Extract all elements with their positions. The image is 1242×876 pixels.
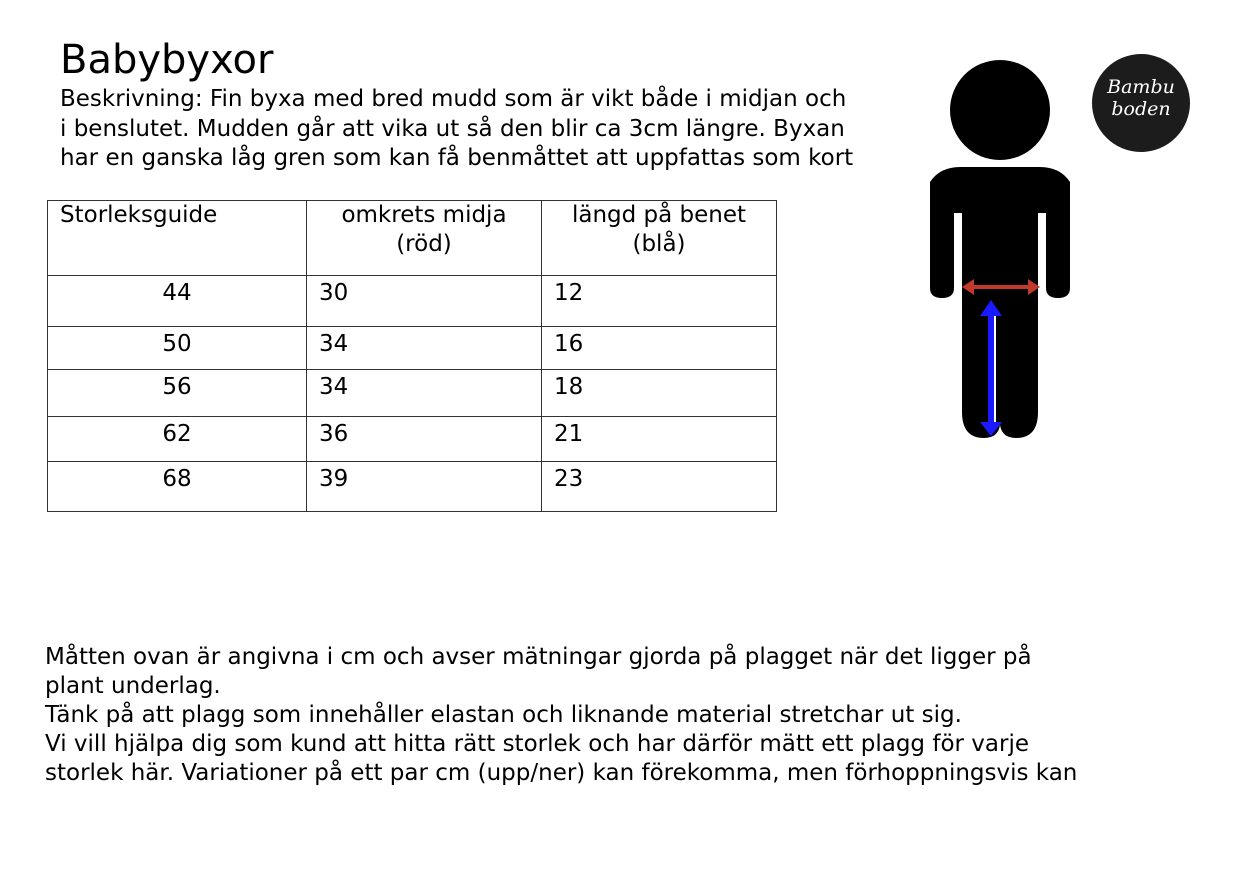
table-row xyxy=(48,417,777,462)
header-leg-label: längd på benet xyxy=(571,202,747,228)
table-header-row xyxy=(48,201,777,276)
logo-text xyxy=(1092,76,1190,120)
table-row xyxy=(48,276,777,327)
size-cell: 44 xyxy=(48,276,307,327)
size-cell: 56 xyxy=(48,370,307,417)
notes-line: Vi vill hjälpa dig som kund att hitta rätt storlek och har därför mätt ett plagg för varje xyxy=(45,731,1029,757)
leg-cell: 21 xyxy=(542,417,777,462)
size-cell: 50 xyxy=(48,327,307,370)
person-silhouette-icon xyxy=(922,60,1082,450)
brand-logo xyxy=(1092,54,1190,152)
header-leg-color: (blå) xyxy=(632,231,686,257)
table-row xyxy=(48,327,777,370)
notes-line: Tänk på att plagg som innehåller elastan och liknande material stretchar ut sig. xyxy=(45,702,962,728)
size-cell: 62 xyxy=(48,417,307,462)
leg-cell: 16 xyxy=(542,327,777,370)
leg-cell: 12 xyxy=(542,276,777,327)
waist-cell: 30 xyxy=(307,276,542,327)
header-size: Storleksguide xyxy=(48,201,307,276)
header-waist-color: (röd) xyxy=(396,231,452,257)
logo-line: Bambu xyxy=(1107,76,1175,98)
notes-line: Måtten ovan är angivna i cm och avser mätningar gjorda på plagget när det ligger på xyxy=(45,644,1032,670)
description-line: i benslutet. Mudden går att vika ut så den blir ca 3cm längre. Byxan xyxy=(60,115,845,142)
logo-line: boden xyxy=(1111,98,1171,120)
header-waist-label: omkrets midja xyxy=(341,202,507,228)
leg-cell: 18 xyxy=(542,370,777,417)
description-line: Beskrivning: Fin byxa med bred mudd som är vikt både i midjan och xyxy=(60,86,847,112)
description-line: har en ganska låg gren som kan få benmåttet att uppfattas som kort xyxy=(60,145,854,171)
head-shape xyxy=(950,60,1050,160)
waist-cell: 34 xyxy=(307,370,542,417)
size-cell: 68 xyxy=(48,462,307,512)
waist-cell: 34 xyxy=(307,327,542,370)
header-waist xyxy=(307,201,542,276)
notes xyxy=(45,643,1205,788)
size-guide-table xyxy=(47,200,777,512)
waist-cell: 39 xyxy=(307,462,542,512)
table-row xyxy=(48,370,777,417)
body-shape xyxy=(930,167,1070,438)
page-title: Babybyxor xyxy=(60,37,274,83)
table-row xyxy=(48,462,777,512)
notes-line: storlek här. Variationer på ett par cm (upp/ner) kan förekomma, men förhoppningsvis kan xyxy=(45,760,1078,786)
notes-line: plant underlag. xyxy=(45,673,221,699)
header-leg xyxy=(542,201,777,276)
description xyxy=(60,85,940,174)
waist-cell: 36 xyxy=(307,417,542,462)
leg-cell: 23 xyxy=(542,462,777,512)
